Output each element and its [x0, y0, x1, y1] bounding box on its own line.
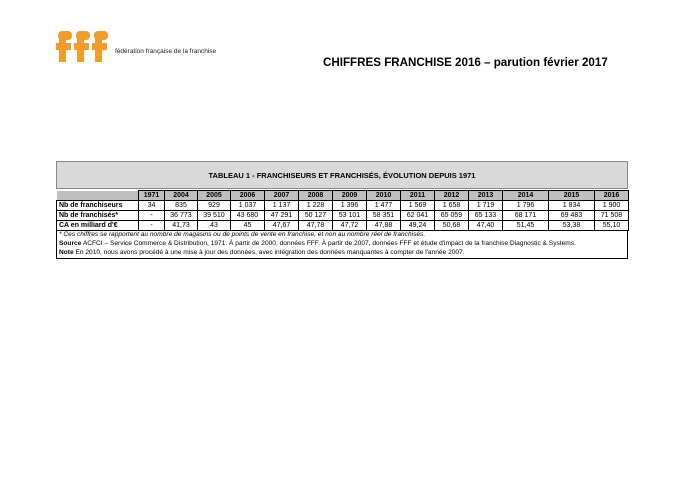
table-cell: 62 041: [401, 211, 435, 221]
logo-text: fédération française de la franchise: [115, 47, 217, 55]
table-cell: 1 477: [367, 201, 401, 211]
table-cell: 34: [139, 201, 165, 211]
table-cell: 43: [198, 221, 231, 231]
year-header-cell: 1971: [139, 191, 165, 201]
table-cell: 65 059: [435, 211, 469, 221]
fff-logo: [56, 27, 216, 65]
table-cell: 1 658: [435, 201, 469, 211]
year-header-cell: 2006: [231, 191, 265, 201]
source-label: Source: [59, 240, 82, 247]
note-label: Note: [59, 249, 74, 256]
table-cell: 45: [231, 221, 265, 231]
table-cell: 68 171: [503, 211, 549, 221]
source-note: [59, 239, 625, 248]
table-cell: 36 773: [165, 211, 198, 221]
document-title: CHIFFRES FRANCHISE 2016 – parution février 2017: [323, 56, 608, 69]
row-label: Nb de franchisés*: [57, 211, 139, 221]
row-label: Nb de franchiseurs: [57, 201, 139, 211]
year-header-cell: 2011: [401, 191, 435, 201]
table-cell: 47,40: [469, 221, 503, 231]
year-header-cell: 2008: [299, 191, 333, 201]
year-header-cell: 2010: [367, 191, 401, 201]
table-row: [57, 201, 629, 211]
table-cell: 47,88: [367, 221, 401, 231]
update-note: [59, 248, 625, 257]
year-header-cell: 2015: [549, 191, 595, 201]
year-header-cell: 2014: [503, 191, 549, 201]
table-cell: -: [139, 211, 165, 221]
table-cell: 71 508: [595, 211, 629, 221]
table-row: [57, 221, 629, 231]
table-cell: 41,73: [165, 221, 198, 231]
table-cell: 1 796: [503, 201, 549, 211]
table-cell: 47 291: [265, 211, 299, 221]
row-label: CA en milliard d'€: [57, 221, 139, 231]
table-cell: 835: [165, 201, 198, 211]
table-header-row: [57, 191, 629, 201]
table-title-box: [56, 161, 628, 189]
table-cell: 1 719: [469, 201, 503, 211]
table-cell: 1 834: [549, 201, 595, 211]
table-notes: [56, 230, 628, 259]
table-cell: 1 569: [401, 201, 435, 211]
table-cell: 1 396: [333, 201, 367, 211]
table-cell: 50,68: [435, 221, 469, 231]
year-header-cell: 2016: [595, 191, 629, 201]
table-cell: 55,10: [595, 221, 629, 231]
table-cell: 53 101: [333, 211, 367, 221]
table-cell: 43 680: [231, 211, 265, 221]
table-cell: 69 483: [549, 211, 595, 221]
table-cell: -: [139, 221, 165, 231]
table-cell: 49,24: [401, 221, 435, 231]
year-header-cell: 2013: [469, 191, 503, 201]
table-title: TABLEAU 1 - FRANCHISEURS ET FRANCHISÉS, ÉVOLUTION DEPUIS 1971: [208, 170, 476, 180]
source-text: ACFCI – Service Commerce & Distribution, 1971. À partir de 2000, données FFF. À partir de 2007, données FFF et étude d'impact de la franchise Diagnostic & Systems.: [81, 240, 576, 247]
footnote: * Ces chiffres se rapportent au nombre de magasins ou de points de vente en franchise, et non au nombre réel de franchisés.: [59, 231, 426, 238]
table-cell: 58 351: [367, 211, 401, 221]
header-blank-cell: [57, 191, 139, 201]
table-cell: 47,78: [299, 221, 333, 231]
table-cell: 65 133: [469, 211, 503, 221]
table-row: [57, 211, 629, 221]
franchise-table: [56, 190, 629, 231]
year-header-cell: 2012: [435, 191, 469, 201]
table-cell: 1 037: [231, 201, 265, 211]
table-cell: 53,38: [549, 221, 595, 231]
table-cell: 50 127: [299, 211, 333, 221]
fff-logo-icon: [56, 27, 112, 65]
year-header-cell: 2004: [165, 191, 198, 201]
year-header-cell: 2009: [333, 191, 367, 201]
table-cell: 47,67: [265, 221, 299, 231]
table-cell: 1 900: [595, 201, 629, 211]
table-cell: 51,45: [503, 221, 549, 231]
table-cell: 39 510: [198, 211, 231, 221]
table-cell: 1 137: [265, 201, 299, 211]
year-header-cell: 2005: [198, 191, 231, 201]
year-header-cell: 2007: [265, 191, 299, 201]
table-cell: 1 228: [299, 201, 333, 211]
table-cell: 929: [198, 201, 231, 211]
note-text: En 2010, nous avons procédé à une mise à jour des données, avec intégration des données manquantes à compter de l'année 2007.: [73, 249, 465, 256]
table-cell: 47,72: [333, 221, 367, 231]
